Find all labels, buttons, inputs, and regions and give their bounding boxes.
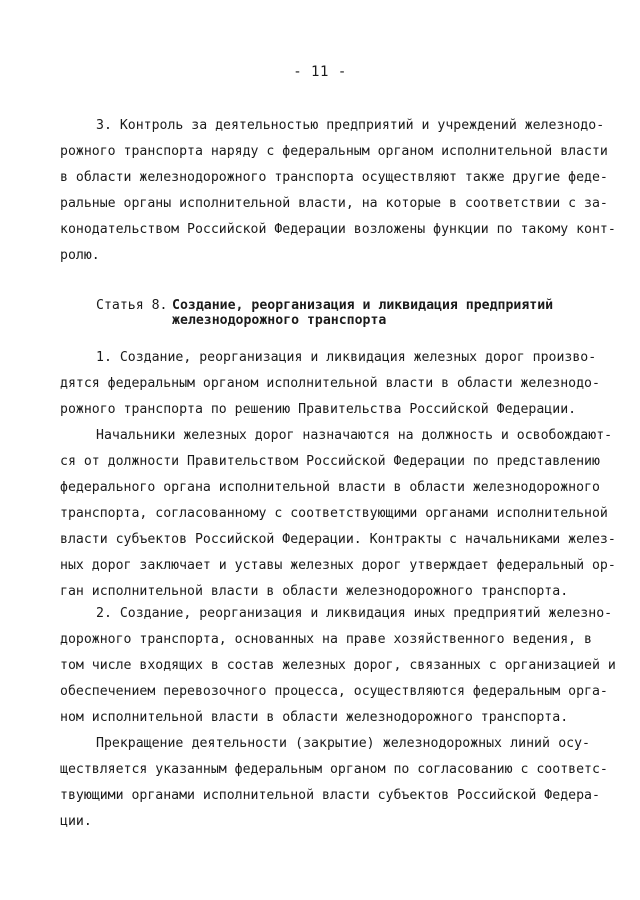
text-line: 1. Создание, реорганизация и ликвидация железных дорог произво- (96, 350, 597, 365)
text-line: ся от должности Правительством Российской Федерации по представлению (60, 454, 600, 469)
text-line: том числе входящих в состав железных дорог, связанных с организацией и (60, 658, 616, 673)
text-line: ществляется указанным федеральным органом по согласованию с соответс- (60, 762, 608, 777)
text-line: ральные органы исполнительной власти, на которые в соответствии с за- (60, 196, 608, 211)
text-line: ролю. (60, 248, 100, 263)
text-line: власти субъектов Российской Федерации. Контракты с начальниками желез- (60, 532, 616, 547)
text-line: 3. Контроль за деятельностью предприятий и учреждений железнодо- (96, 118, 605, 133)
article-number: Статья 8. (96, 298, 168, 313)
page-number: - 11 - (293, 64, 347, 80)
article-title-line: Создание, реорганизация и ликвидация предприятий (172, 298, 554, 313)
text-line: дорожного транспорта, основанных на праве хозяйственного ведения, в (60, 632, 592, 647)
text-line: конодательством Российской Федерации возложены функции по такому конт- (60, 222, 616, 237)
text-line: транспорта, согласованному с соответствующими органами исполнительной (60, 506, 608, 521)
text-line: Начальники железных дорог назначаются на должность и освобождают- (96, 428, 613, 443)
text-line: ном исполнительной власти в области железнодорожного транспорта. (60, 710, 569, 725)
text-line: федерального органа исполнительной власти в области железнодорожного (60, 480, 600, 495)
text-line: ных дорог заключает и уставы железных дорог утверждает федеральный ор- (60, 558, 616, 573)
text-line: 2. Создание, реорганизация и ликвидация иных предприятий железно- (96, 606, 613, 621)
text-line: Прекращение деятельности (закрытие) железнодорожных линий осу- (96, 736, 590, 751)
text-line: в области железнодорожного транспорта осуществляют также другие феде- (60, 170, 608, 185)
text-line: дятся федеральным органом исполнительной власти в области железнодо- (60, 376, 600, 391)
text-line: ции. (60, 814, 92, 829)
article-title-line: железнодорожного транспорта (172, 313, 387, 328)
text-line: обеспечением перевозочного процесса, осуществляются федеральным орга- (60, 684, 608, 699)
article-title (172, 298, 553, 328)
text-line: ган исполнительной власти в области железнодорожного транспорта. (60, 584, 569, 599)
text-line: твующими органами исполнительной власти субъектов Российской Федера- (60, 788, 600, 803)
text-line: рожного транспорта наряду с федеральным органом исполнительной власти (60, 144, 608, 159)
text-line: рожного транспорта по решению Правительства Российской Федерации. (60, 402, 577, 417)
